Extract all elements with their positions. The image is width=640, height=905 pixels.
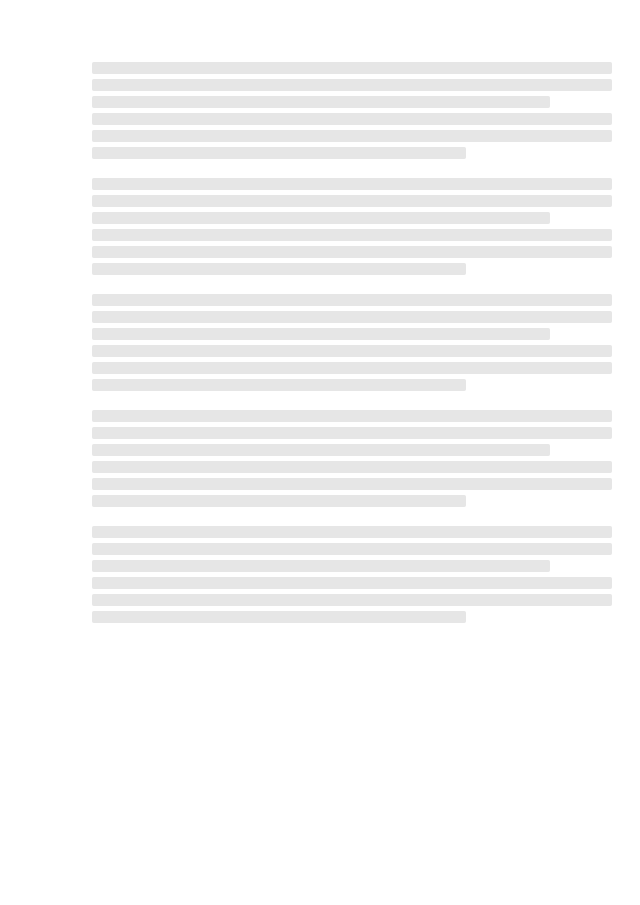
text-block [92, 543, 612, 555]
text-block [92, 611, 466, 623]
text-block [92, 96, 550, 108]
text-block [92, 560, 550, 572]
text-block [92, 212, 550, 224]
text-block [92, 328, 550, 340]
text-block [92, 294, 612, 306]
text-block [92, 362, 612, 374]
text-block [92, 79, 612, 91]
text-block [92, 130, 612, 142]
text-block [92, 410, 612, 422]
text-block [92, 444, 550, 456]
text-block [92, 246, 612, 258]
text-block [92, 379, 466, 391]
text-block [92, 345, 612, 357]
text-block [92, 427, 612, 439]
text-block [92, 229, 612, 241]
text-block [92, 526, 612, 538]
text-block [92, 113, 612, 125]
text-block [92, 594, 612, 606]
text-block [92, 311, 612, 323]
text-block [92, 577, 612, 589]
text-block [92, 461, 612, 473]
text-block [92, 62, 612, 74]
text-block [92, 195, 612, 207]
text-block [92, 478, 612, 490]
text-block [92, 178, 612, 190]
text-block [92, 495, 466, 507]
text-block [92, 263, 466, 275]
document-page [92, 62, 612, 628]
text-block [92, 147, 466, 159]
